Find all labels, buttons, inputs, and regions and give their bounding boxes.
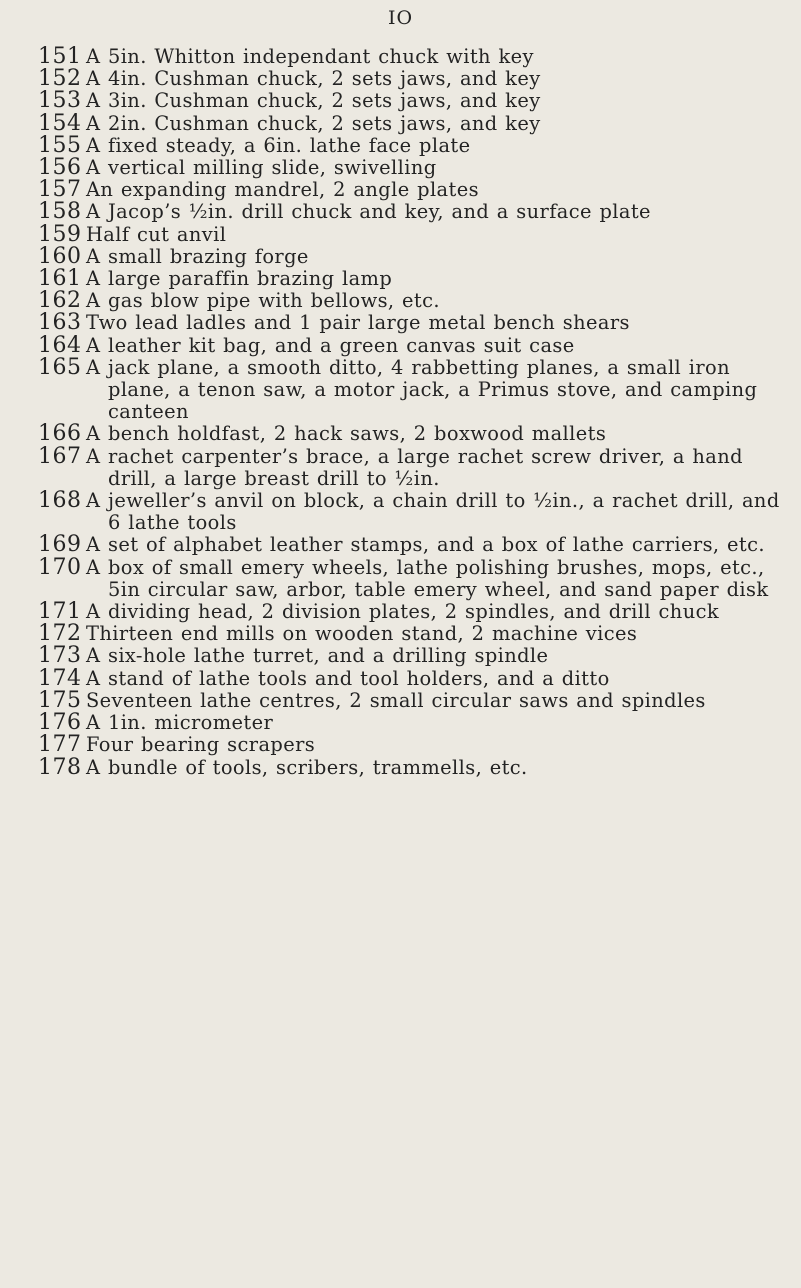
lot-item [38,110,788,136]
lot-number: 157 [38,177,82,203]
lot-number: 161 [38,266,82,292]
lot-description: A large paraffin brazing lamp [86,267,393,291]
lot-description: A bundle of tools, scribers, trammells, etc. [86,755,528,779]
lot-item [38,68,788,90]
lot-item [38,645,788,667]
lot-number: 153 [38,88,82,114]
lot-item [38,623,788,645]
lot-item [38,443,788,490]
lot-number: 167 [38,443,82,469]
lot-item [38,46,788,68]
lot-description: A bench holdfast, 2 hack saws, 2 boxwood mallets [86,422,607,446]
lot-number: 174 [38,665,82,691]
lot-item [38,687,788,713]
lot-number: 172 [38,621,82,647]
lot-number: 165 [38,354,82,380]
lot-item [38,221,788,247]
lot-number: 173 [38,643,82,669]
lot-description: A 5in. Whitton independant chuck with key [86,45,534,68]
lot-description: A stand of lathe tools and tool holders, and a ditto [86,666,610,690]
lot-item [38,665,788,691]
lot-description: A gas blow pipe with bellows, etc. [86,289,440,313]
lot-item [38,601,788,623]
lot-description: A small brazing forge [86,244,309,268]
lot-description: Half cut anvil [86,222,227,246]
lot-description: Four bearing scrapers [86,733,316,757]
lot-number: 160 [38,243,82,269]
lot-number: 158 [38,199,82,225]
page-number: IO [387,7,414,29]
lot-description: A rachet carpenter’s brace, a large rachet screw driver, a hand drill, a large breast drill to ½in. [86,444,743,490]
lot-item [38,312,788,334]
lot-number: 170 [38,554,82,580]
lot-description: Thirteen end mills on wooden stand, 2 machine vices [86,622,638,646]
lot-number: 152 [38,66,82,92]
lot-number: 159 [38,221,82,247]
lot-description: A dividing head, 2 division plates, 2 spindles, and drill chuck [86,600,719,624]
lot-number: 164 [38,332,82,358]
lot-description: A 2in. Cushman chuck, 2 sets jaws, and key [86,111,541,135]
lot-description: A leather kit bag, and a green canvas suit case [86,333,575,357]
lot-item [38,712,788,734]
lot-number: 169 [38,532,82,558]
lot-item [38,423,788,445]
lot-number: 162 [38,288,82,314]
lot-number: 156 [38,155,82,181]
lot-description: Two lead ladles and 1 pair large metal bench shears [86,311,630,335]
lot-description: A set of alphabet leather stamps, and a box of lathe carriers, etc. [86,533,765,557]
lot-item [38,268,788,290]
lot-item [38,132,788,158]
lot-number: 176 [38,710,82,736]
lot-description: A 1in. micrometer [86,711,274,735]
lot-number: 177 [38,732,82,758]
lot-list [38,46,788,779]
lot-number: 163 [38,310,82,336]
lot-item [38,179,788,201]
lot-description: A vertical milling slide, swivelling [86,156,437,180]
lot-item [38,754,788,780]
lot-description: Seventeen lathe centres, 2 small circular saws and spindles [86,688,706,712]
lot-description: A box of small emery wheels, lathe polishing brushes, mops, etc., 5in circular saw, arbor, table emery wheel, and sand paper disk [86,555,769,601]
lot-number: 171 [38,599,82,625]
lot-item [38,201,788,223]
lot-description: A jeweller’s anvil on block, a chain drill to ½in., a rachet drill, and 6 lathe tools [86,489,780,535]
lot-item [38,290,788,312]
lot-number: 166 [38,421,82,447]
lot-description: A jack plane, a smooth ditto, 4 rabbetting planes, a small iron plane, a tenon saw, a motor jack, a Primus stove, and camping canteen [86,355,758,424]
lot-number: 178 [38,754,82,780]
lot-item [38,490,788,534]
lot-item [38,332,788,358]
lot-number: 154 [38,110,82,136]
lot-item [38,90,788,112]
lot-description: A six-hole lathe turret, and a drilling spindle [86,644,549,668]
lot-description: A 4in. Cushman chuck, 2 sets jaws, and key [86,67,541,91]
lot-item [38,554,788,601]
lot-number: 151 [38,44,82,69]
lot-description: An expanding mandrel, 2 angle plates [86,178,479,202]
lot-item [38,157,788,179]
lot-item [38,734,788,756]
lot-description: A fixed steady, a 6in. lathe face plate [86,133,471,157]
lot-number: 155 [38,132,82,158]
lot-number: 175 [38,687,82,713]
lot-number: 168 [38,488,82,514]
lot-description: A 3in. Cushman chuck, 2 sets jaws, and key [86,89,541,113]
lot-item [38,243,788,269]
lot-item [38,534,788,556]
lot-item [38,354,788,424]
lot-description: A Jacop’s ½in. drill chuck and key, and a surface plate [86,200,651,224]
